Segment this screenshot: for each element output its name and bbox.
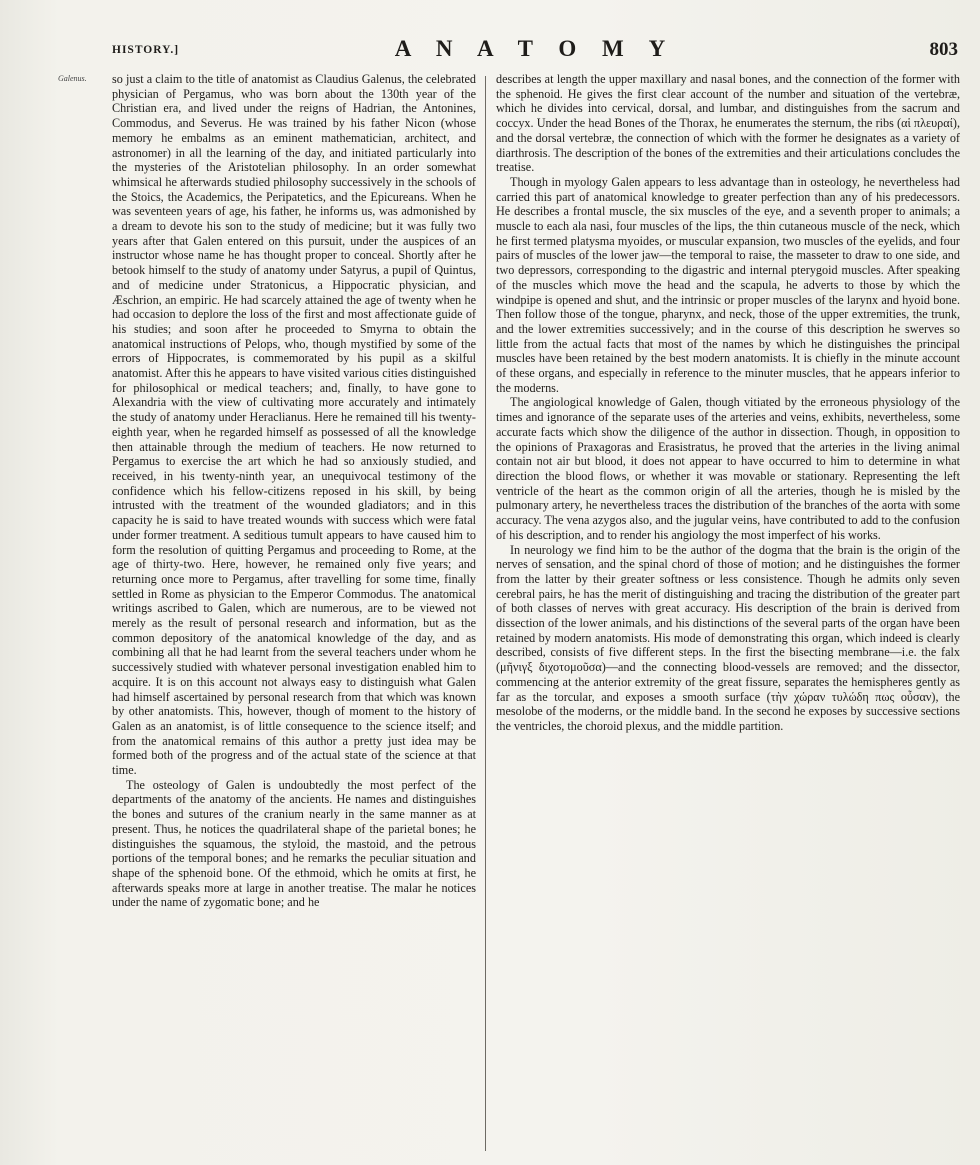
paragraph: In neurology we find him to be the author of the dogma that the brain is the origin of the nerves of sensation, and the spinal chord of those of motion; and he distinguishes the former from the latter by their greater softness or less consistence. Though he admits only seven cerebral pairs, he has the merit of distinguishing and tracing the distribution of the greater part of both classes of nerves with great accuracy. His description of the brain is derived from dissection of the lower animals, and his distinctions of the several parts of the organ have been retained by modern anatomists. His mode of demonstrating this organ, which indeed is clearly described, consists of five different steps. In the first the bisecting membrane—i.e. the falx (μῆνιγξ διχοτομοῦσα)—and the connecting blood-vessels are removed; and the dissector, commencing at the anterior extremity of the great fissure, separates the hemispheres gently as far as the torcular, and exposes a smooth surface (τὴν χώραν τυλώδη πως οὖσαν), the mesolobe of the moderns, or the middle band. In the second he exposes by successive sections the ventricles, the choroid plexus, and the middle partition.: [496, 542, 960, 733]
paragraph: The osteology of Galen is undoubtedly the most perfect of the departments of the anatomy of the ancients. He names and distinguishes the bones and sutures of the cranium nearly in the same manner as at present. Thus, he notices the quadrilateral shape of the parietal bones; he distinguishes the squamous, the styloid, the mastoid, and the petrous portions of the temporal bones; and he remarks the peculiar situation and shape of the sphenoid bone. Of the ethmoid, which he omits at first, he afterwards speaks more at large in another treatise. The malar he notices under the name of zygomatic bone; and he: [112, 777, 476, 910]
section-label: HISTORY.]: [112, 44, 180, 56]
paragraph: Though in myology Galen appears to less advantage than in osteology, he nevertheless had carried this part of anatomical knowledge to greater perfection than any of his predecessors. He describes a frontal muscle, the six muscles of the eye, and a seventh proper to animals; a muscle to each ala nasi, four muscles of the lips, the thin cutaneous muscle of the neck, which he first termed platysma myoides, or muscular expansion, two muscles of the eyelids, and four pairs of muscles of the lower jaw—the temporal to raise, the masseter to draw to one side, and two depressors, corresponding to the digastric and internal pterygoid muscles. After speaking of the muscles which move the head and the scapula, he adverts to those by which the windpipe is opened and shut, and the intrinsic or proper muscles of the larynx and hyoid bone. Then follow those of the tongue, pharynx, and neck, those of the upper extremities, the trunk, and the lower extremities successively; and in the course of this description he swerves so little from the actual facts that most of the names by which he distinguishes the principal muscles have been retained by the best modern anatomists. It is chiefly in the minute account of these organs, and especially in reference to the minuter muscles, that he appears inferior to the moderns.: [496, 174, 960, 395]
paragraph: The angiological knowledge of Galen, though vitiated by the erroneous physiology of the times and ignorance of the separate uses of the arteries and veins, exhibits, nevertheless, some accurate facts which show the diligence of the author in dissection. Though, in opposition to the opinions of Praxagoras and Erasistratus, he proved that the arteries in the living animal contain not air but blood, it does not appear to have occurred to him to determine in what direction the blood flows, or whether it was movable or stationary. Representing the left ventricle of the heart as the common origin of all the arteries, though he is misled by the pulmonary artery, he nevertheless traces the distribution of the branches of the aorta with some accuracy. The vena azygos also, and the jugular veins, have contributed to add to the confusion of his description, and to render his angiology the most imperfect of his works.: [496, 395, 960, 542]
page-title: A N A T O M Y: [394, 36, 676, 61]
margin-note: Galenus.: [58, 74, 87, 83]
column-divider: [485, 76, 486, 1151]
right-column: [496, 72, 960, 1152]
paragraph: so just a claim to the title of anatomist as Claudius Galenus, the celebrated physician of Pergamus, who was born about the 130th year of the Christian era, and lived under the reigns of Hadrian, the Antonines, Commodus, and Severus. He was trained by his father Nicon (whose memory he embalms as an eminent mathematician, architect, and astronomer) in all the learning of the day, and initiated particularly into the mysteries of the Aristotelian philosophy. In an order somewhat whimsical he afterwards studied philosophy successively in the schools of the Stoics, the Academics, the Peripatetics, and the Epicureans. When he was seventeen years of age, his father, he informs us, was admonished by a dream to devote his son to the study of medicine; but it was fully two years after that Galen entered on this pursuit, under the auspices of an instructor whose name he has thought proper to conceal. Shortly after he betook himself to the study of anatomy under Satyrus, a pupil of Quintus, and of medicine under Stratonicus, a Hippocratic physician, and Æschrion, an empiric. He had scarcely attained the age of twenty when he had occasion to deplore the loss of the first and most affectionate guide of his studies; and soon after he proceeded to Smyrna to obtain the anatomical instructions of Pelops, who, though mystified by some of the errors of Hippocrates, is commemorated by his pupil as a skilful anatomist. After this he appears to have visited various cities distinguished for philosophical or medical teachers; and, finally, to have gone to Alexandria with the view of cultivating more accurately and intimately the study of anatomy under Heraclianus. Here he remained till his twenty-eighth year, when he regarded himself as possessed of all the knowledge then attainable through the medium of teachers. He now returned to Pergamus to exercise the art which he had so anxiously studied, and received, in his twenty-ninth year, an unequivocal testimony of the confidence which his fellow-citizens reposed in his skill, by being intrusted with the treatment of the wounded gladiators; and in this capacity he is said to have treated wounds with success which were fatal under former treatment. A seditious tumult appears to have caused him to form the resolution of quitting Pergamus and proceeding to Rome, at the age of thirty-two. Here, however, he remained only five years; and returning once more to Pergamus, after travelling for some time, finally settled in Rome as physician to the Emperor Commodus. The anatomical writings ascribed to Galen, which are numerous, are to be viewed not merely as the result of personal research and information, but as the common depository of the anatomical knowledge of the day, and as combining all that he had learnt from the several teachers under whom he successively studied with whatever personal investigation enabled him to acquire. It is on this account not always easy to distinguish what Galen had himself ascertained by personal research from that which was known by other anatomists. This, however, though of moment to the history of Galen as an anatomist, is of little consequence to the science itself; and from the anatomical remains of this author a pretty just idea may be formed both of the progress and of the actual state of the science at that time.: [112, 72, 476, 778]
left-column: [112, 72, 476, 1152]
page-number: 803: [929, 39, 958, 60]
running-header: [112, 36, 958, 68]
paragraph: describes at length the upper maxillary and nasal bones, and the connection of the former with the sphenoid. He gives the first clear account of the number and situation of the vertebræ, which he divides into cervical, dorsal, and lumbar, and distinguishes from the sacrum and coccyx. Under the head Bones of the Thorax, he enumerates the sternum, the ribs (αἱ πλευραί), and the dorsal vertebræ, the connection of which with the former he designates as a variety of diarthrosis. The description of the bones of the extremities and their articulations concludes the treatise.: [496, 72, 960, 175]
